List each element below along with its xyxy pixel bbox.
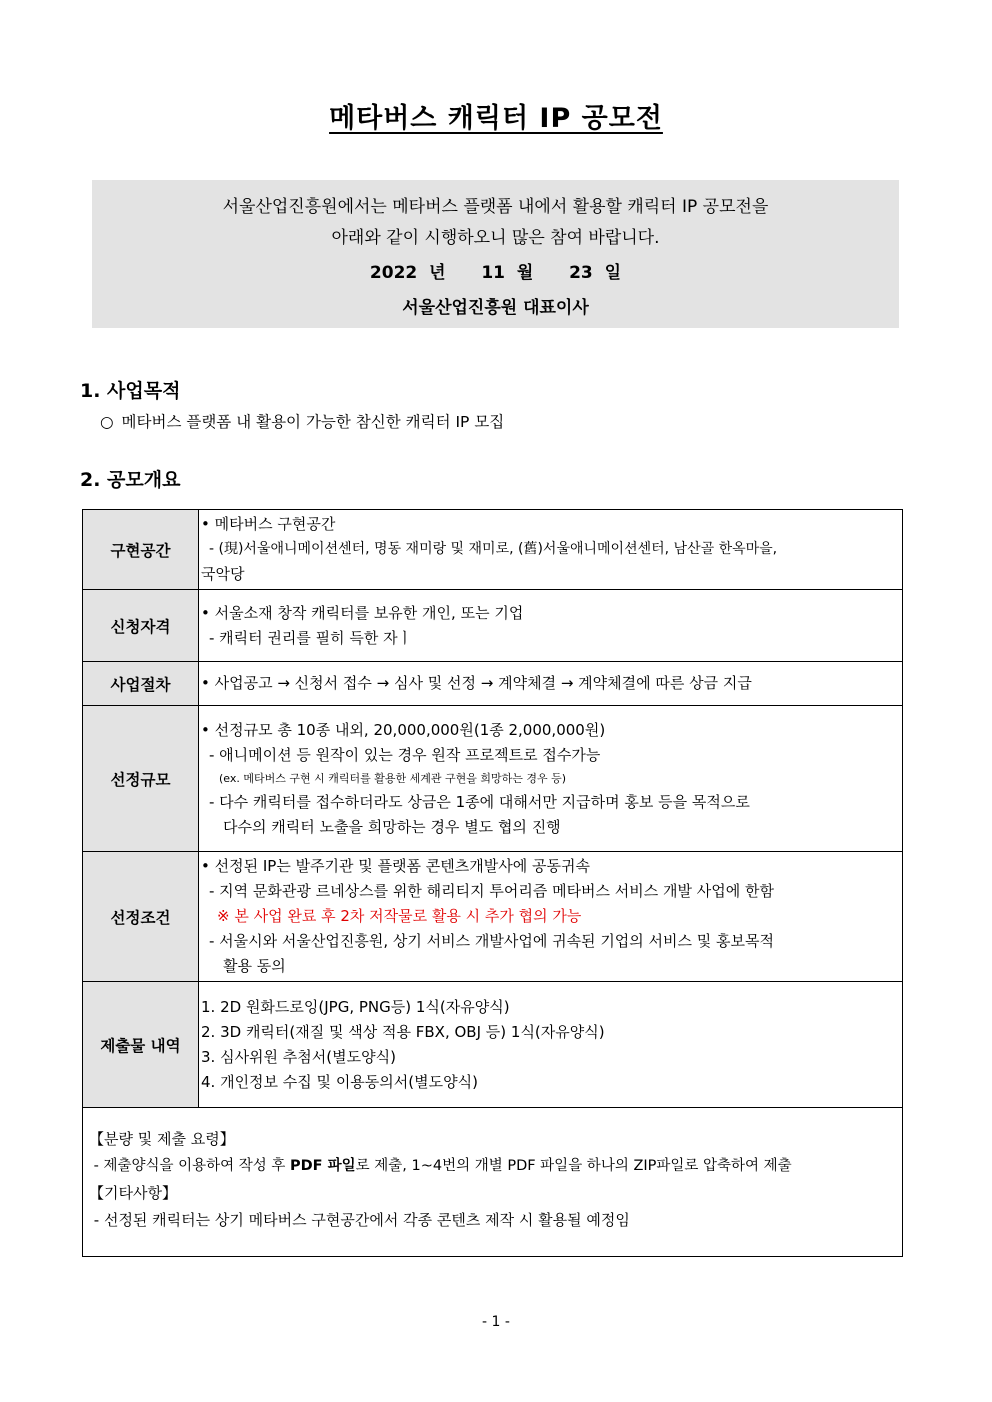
cond-line-5: 활용 동의 <box>223 957 286 975</box>
label-procedure: 사업절차 <box>83 662 199 706</box>
footer-heading-2: 【기타사항】 <box>89 1184 177 1202</box>
footer-line-1 <box>89 1153 898 1180</box>
value-scale <box>199 706 903 852</box>
section-1-bullet-text: 메타버스 플랫폼 내 활용이 가능한 참신한 캐릭터 IP 모집 <box>121 413 505 431</box>
footer-line-1-pre: - 제출양식을 이용하여 작성 후 <box>89 1158 290 1174</box>
footer-line-2: - 선정된 캐릭터는 상기 메타버스 구현공간에서 각종 콘텐츠 제작 시 활용될 예정임 <box>89 1211 630 1229</box>
label-space: 구현공간 <box>83 510 199 590</box>
circle-bullet-icon: ○ <box>100 413 114 431</box>
cond-line-2: - 지역 문화관광 르네상스를 위한 해리티지 투어리즘 메타버스 서비스 개발 사업에 한함 <box>209 882 775 900</box>
page-number: - 1 - <box>482 1314 510 1330</box>
table-row-submission <box>83 982 903 1108</box>
value-condition <box>199 852 903 982</box>
cond-line-4: - 서울시와 서울산업진흥원, 상기 서비스 개발사업에 귀속된 기업의 서비스 및 홍보목적 <box>209 932 775 950</box>
label-qualification: 신청자격 <box>83 590 199 662</box>
footer-notes <box>83 1108 903 1257</box>
footer-line-1-bold: PDF 파일 <box>289 1158 356 1174</box>
scale-line-1: • 선정규모 총 10종 내외, 20,000,000원(1종 2,000,000원) <box>201 720 606 739</box>
space-line-3: 국악당 <box>201 565 245 583</box>
scale-line-4: - 다수 캐릭터를 접수하더라도 상금은 1종에 대해서만 지급하며 홍보 등을 목적으로 <box>209 792 750 811</box>
value-qualification <box>199 590 903 662</box>
table-row-scale <box>83 706 903 852</box>
intro-line-1: 서울산업진흥원에서는 메타버스 플랫폼 내에서 활용할 캐릭터 IP 공모전을 <box>222 197 769 217</box>
cond-line-3-highlight: ※ 본 사업 완료 후 2차 저작물로 활용 시 추가 협의 가능 <box>217 907 582 925</box>
footer-line-1-post: 로 제출, 1~4번의 개별 PDF 파일을 하나의 ZIP파일로 압축하여 제출 <box>355 1158 792 1174</box>
label-submission: 제출물 내역 <box>83 982 199 1108</box>
section-2-heading: 2. 공모개요 <box>80 469 181 491</box>
document-title: 메타버스 캐릭터 IP 공모전 <box>329 103 663 134</box>
table-row-footer <box>83 1108 903 1257</box>
space-line-1: • 메타버스 구현공간 <box>201 515 336 533</box>
value-procedure <box>199 662 903 706</box>
table-row-qualification <box>83 590 903 662</box>
proc-line-1: • 사업공고 → 신청서 접수 → 심사 및 선정 → 계약체결 → 계약체결에 따른 상금 지급 <box>201 674 752 692</box>
intro-date: 2022 년 11 월 23 일 <box>369 263 622 283</box>
value-space <box>199 510 903 590</box>
qual-line-2: - 캐릭터 권리를 필히 득한 자ㅣ <box>209 628 413 647</box>
table-row-procedure <box>83 662 903 706</box>
cond-line-1: • 선정된 IP는 발주기관 및 플랫폼 콘텐츠개발사에 공동귀속 <box>201 857 590 875</box>
intro-box <box>92 180 899 328</box>
submit-item-2: 2. 3D 캐릭터(재질 및 색상 적용 FBX, OBJ 등) 1식(자유양식) <box>201 1022 605 1041</box>
qual-line-1: • 서울소재 창작 캐릭터를 보유한 개인, 또는 기업 <box>201 603 524 622</box>
footer-heading-1: 【분량 및 제출 요령】 <box>89 1130 235 1148</box>
label-scale: 선정규모 <box>83 706 199 852</box>
section-1-bullet <box>100 410 504 432</box>
submit-item-4: 4. 개인정보 수집 및 이용동의서(별도양식) <box>201 1072 478 1091</box>
scale-line-5: 다수의 캐릭터 노출을 희망하는 경우 별도 협의 진행 <box>223 817 561 836</box>
value-submission <box>199 982 903 1108</box>
section-1-heading: 1. 사업목적 <box>80 380 181 402</box>
scale-line-3: (ex. 메타버스 구현 시 캐릭터를 활용한 세계관 구현을 희망하는 경우 등) <box>219 771 567 785</box>
intro-organization: 서울산업진흥원 대표이사 <box>402 298 589 318</box>
table-row-condition <box>83 852 903 982</box>
scale-line-2: - 애니메이션 등 원작이 있는 경우 원작 프로젝트로 접수가능 <box>209 745 601 764</box>
overview-table <box>82 509 903 1257</box>
table-row-space <box>83 510 903 590</box>
space-line-2: - (現)서울애니메이션센터, 명동 재미랑 및 재미로, (舊)서울애니메이션센터, 남산골 한옥마을, <box>209 541 778 557</box>
intro-line-2: 아래와 같이 시행하오니 많은 참여 바랍니다. <box>331 228 660 248</box>
submit-item-1: 1. 2D 원화드로잉(JPG, PNG등) 1식(자유양식) <box>201 997 510 1016</box>
submit-item-3: 3. 심사위원 추첨서(별도양식) <box>201 1047 396 1066</box>
label-condition: 선정조건 <box>83 852 199 982</box>
